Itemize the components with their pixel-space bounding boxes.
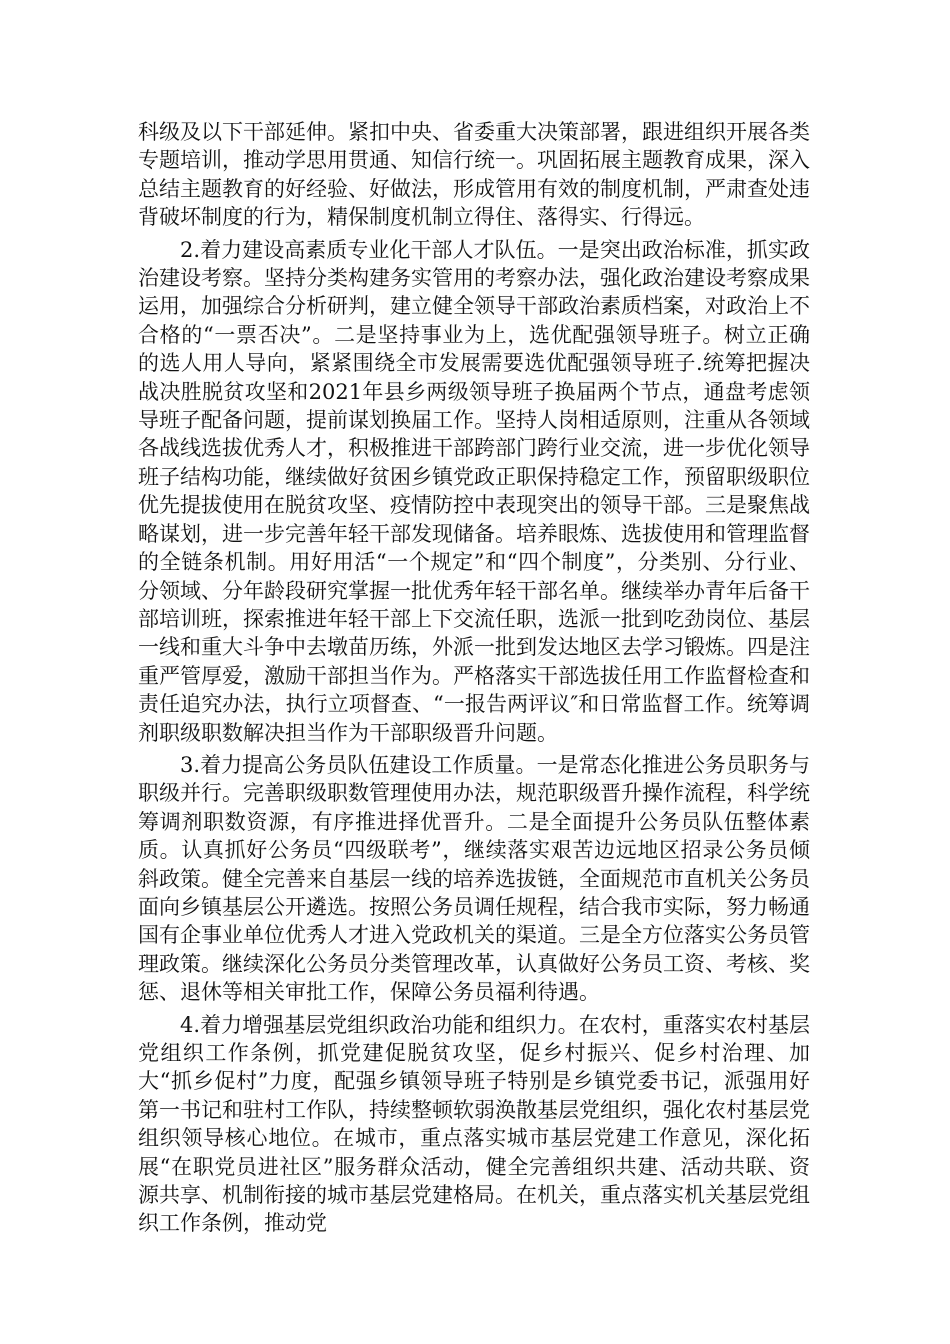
paragraph-cadre-team: 2.着力建设高素质专业化干部人才队伍。一是突出政治标准，抓实政治建设考察。坚持分类构建务实管用的考察办法，强化政治建设考察成果运用，加强综合分析研判，建立健全领导干部政治素质档案，对政治上不合格的“一票否决”。二是坚持事业为上，选优配强领导班子。树立正确的选人用人导向，紧紧围绕全市发展需要选优配强领导班子.统筹把握决战决胜脱贫攻坚和2021年县乡两级领导班子换届两个节点，通盘考虑领导班子配备问题，提前谋划换届工作。坚持人岗相适原则，注重从各领域各战线选拔优秀人才，积极推进干部跨部门跨行业交流，进一步优化领导班子结构功能，继续做好贫困乡镇党政正职保持稳定工作，预留职级职位优先提拔使用在脱贫攻坚、疫情防控中表现突出的领导干部。三是聚焦战略谋划，进一步完善年轻干部发现储备。培养眼炼、选拔使用和管理监督的全链条机制。用好用活“一个规定”和“四个制度”，分类别、分行业、分领域、分年龄段研究掌握一批优秀年轻干部名单。继续举办青年后备干部培训班，探索推进年轻干部上下交流任职，选派一批到吃劲岗位、基层一线和重大斗争中去墩苗历练，外派一批到发达地区去学习锻炼。四是注重严管厚爱，激励干部担当作为。严格落实干部选拔任用工作监督检查和责任追究办法，执行立项督查、“一报告两评议″和日常监督工作。统筹调剂职级职数解决担当作为干部职级晋升问题。 xyxy=(138,237,810,745)
paragraph-civil-servants: 3.着力提高公务员队伍建设工作质量。一是常态化推进公务员职务与职级并行。完善职级职数管理使用办法，规范职级晋升操作流程，科学统筹调剂职数资源，有序推进择优晋升。二是全面提升公务员队伍整体素质。认真抓好公务员“四级联考”，继续落实艰苦边远地区招录公务员倾斜政策。健全完善来自基层一线的培养选拔链，全面规范市直机关公务员面向乡镇基层公开遴选。按照公务员调任规程，结合我市实际，努力畅通国有企事业单位优秀人才进入党政机关的渠道。三是全方位落实公务员管理政策。继续深化公务员分类管理改革，认真做好公务员工资、考核、奖惩、退休等相关审批工作，保障公务员福利待遇。 xyxy=(138,752,810,1005)
paragraph-grassroots-party: 4.着力增强基层党组织政治功能和组织力。在农村，重落实农村基层党组织工作条例，抓党建促脱贫攻坚，促乡村振兴、促乡村治理、加大“抓乡促村”力度，配强乡镇领导班子特别是乡镇党委书记，派强用好第一书记和驻村工作队，持续整顿软弱涣散基层党组织，强化农村基层党组织领导核心地位。在城市，重点落实城市基层党建工作意见，深化拓展“在职党员进社区”服务群众活动，健全完善组织共建、活动共联、资源共享、机制衔接的城市基层党建格局。在机关，重点落实机关基层党组织工作条例，推动党 xyxy=(138,1012,810,1236)
document-body xyxy=(138,118,810,1242)
paragraph-continuation: 科级及以下干部延伸。紧扣中央、省委重大决策部署，跟进组织开展各类专题培训，推动学思用贯通、知信行统一。巩固拓展主题教育成果，深入总结主题教育的好经验、好做法，形成管用有效的制度机制，严肃查处违背破坏制度的行为，精保制度机制立得住、落得实、行得远。 xyxy=(138,120,810,230)
